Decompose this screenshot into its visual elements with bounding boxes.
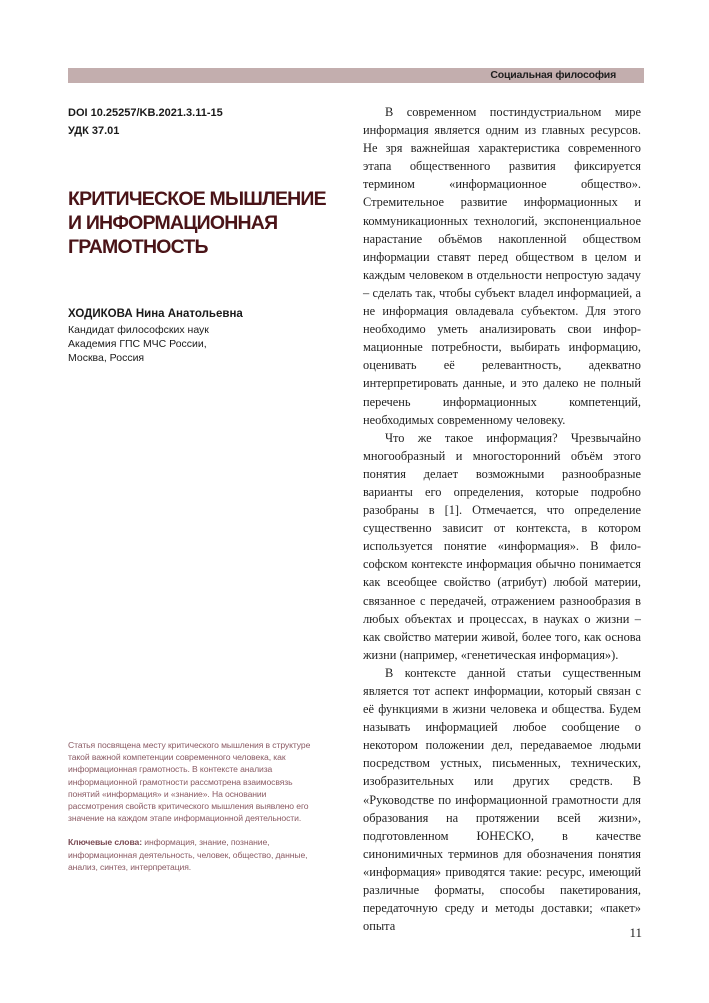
- doi: DOI 10.25257/KB.2021.3.11-15: [68, 107, 223, 119]
- keywords-list: информация, знание, познание, информационная деятельность, человек, общество, данные, анализ, синтез, интерпретация.: [68, 837, 308, 872]
- author-location: Москва, Россия: [68, 352, 145, 364]
- article-body: [363, 103, 641, 935]
- author-degree: Кандидат философских наук: [68, 324, 209, 336]
- udk: УДК 37.01: [68, 125, 120, 137]
- author-block: [68, 306, 348, 365]
- keywords-label: Ключевые слова:: [68, 837, 142, 848]
- title-line: ГРАМОТНОСТЬ: [68, 236, 208, 258]
- body-paragraph: В современном постиндустриальном мире информация является одним из главных ресурсов. Не зря важнейшая характеристика современного этапа общественного развития фиксируется термином «информационное общество». Стремительное развитие информационных и коммуникационных технологий, экспоненциальное нарастание объёмов накопленной обществом информации ставят перед обществом в целом и каждым человеком в отдельности непростую задачу – сделать так, чтобы субъект владел информацией, а не информация овладевала субъектом. Для этого необходимо уметь анализировать свои информационные потребности, выбирать информацию, оценивать её релевантность, адекватно интерпретировать данные, и это далеко не полный перечень информационных компетенций, необходимых современному человеку.: [363, 105, 641, 427]
- article-title: [68, 187, 348, 259]
- title-line: КРИТИЧЕСКОЕ МЫШЛЕНИЕ: [68, 188, 326, 210]
- page-number: 11: [629, 925, 642, 940]
- body-paragraph: В контексте данной статьи существенным является тот аспект информации, который связан с её функциями в жизни человека и общества. Будем называть информацией любое сообщение о некотором положении дел, передаваемое людьми посредством устных, письменных, технических, изобразительных или других средств. В «Руководстве по информационной грамотности для образования на протяжении всей жизни», подготовленном ЮНЕСКО, в качестве синонимичных терминов для обозначения понятия «информация» приводятся такие: ресурс, имеющий различные форматы, способы пакетирования, передаточную среду и методы доставки; «пакет» опыта: [363, 665, 641, 934]
- title-line: И ИНФОРМАЦИОННАЯ: [68, 212, 278, 234]
- abstract-text: Статья посвящена месту критического мышления в структуре такой важной компетенции современного человека, как информационная грамотность. В контексте анализа информационной грамотности рассмотрена взаимосвязь понятий «информация» и «знание». На основании рассмотрения свойств критического мышления выявлено его значение на каждом этапе информационной деятельности.: [68, 740, 311, 824]
- article-meta: [68, 104, 343, 140]
- section-title: Социальная философия: [490, 69, 616, 81]
- author-affiliation: Академия ГПС МЧС России,: [68, 338, 207, 350]
- keywords: [68, 836, 318, 873]
- author-name: ХОДИКОВА Нина Анатольевна: [68, 308, 243, 320]
- section-header-bar: [68, 68, 644, 83]
- body-paragraph: Что же такое информация? Чрезвычайно многообразный и многосторонний объём этого понятия делает возможными разнообразные варианты его определения, которые подробно разобраны в [1]. Отмечается, что определение существенно зависит от контекста, в котором используется понятие «информация». В философском контексте информация обычно понимается как всеобщее свойство (атрибут) любой материи, связанное с передачей, отражением разнообразия в любых объектах и процессах, в науках о жизни – как свойство материи живой, более того, как основа жизни (например, «генетическая информация»).: [363, 430, 641, 662]
- abstract: [68, 739, 318, 873]
